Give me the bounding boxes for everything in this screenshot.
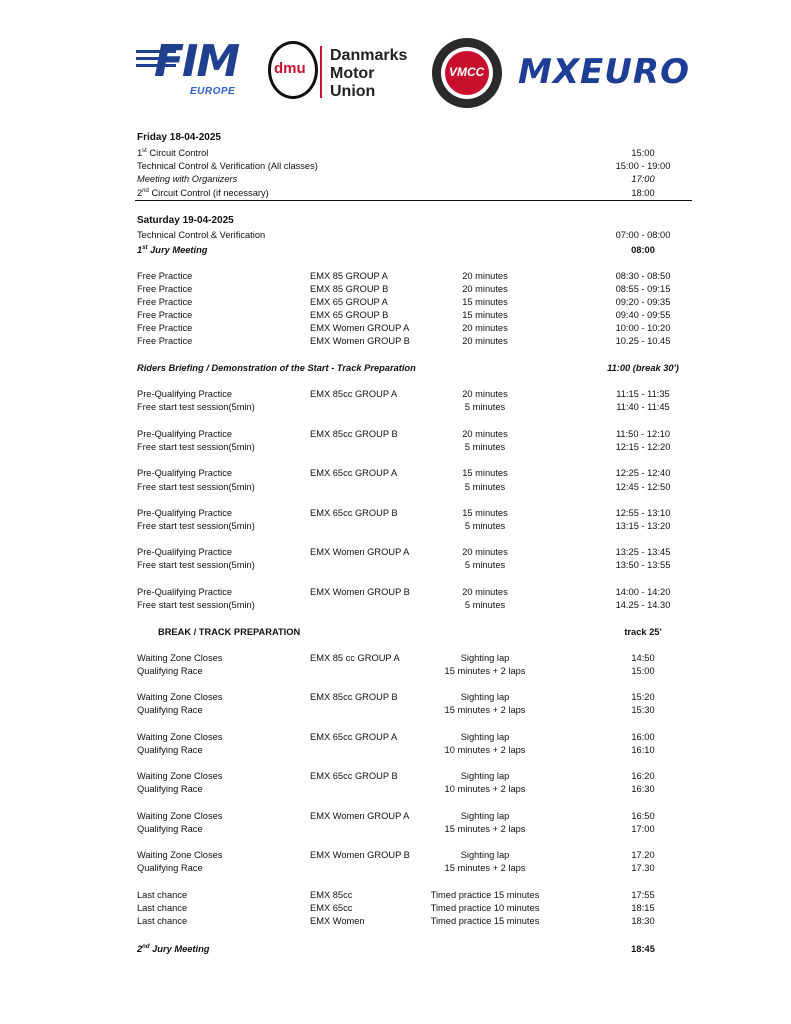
- duration-cell: 15 minutes + 2 laps: [444, 824, 526, 834]
- activity-label: BREAK / TRACK PREPARATION: [158, 627, 301, 637]
- class-cell: EMX 85cc GROUP B: [310, 692, 398, 702]
- schedule-row: [0, 388, 791, 401]
- duration-cell: 20 minutes: [462, 587, 508, 597]
- union-line: Union: [330, 83, 376, 100]
- class-cell: EMX 85cc: [310, 890, 353, 900]
- class-cell: EMX 65cc: [310, 903, 353, 913]
- fim-europe-logo: [136, 36, 254, 100]
- schedule-row: [0, 586, 791, 599]
- activity-label: Pre-Qualifying Practice: [137, 547, 233, 557]
- schedule-row: [0, 902, 791, 915]
- time-cell: 18:30: [631, 916, 655, 926]
- duration-cell: 10 minutes + 2 laps: [444, 784, 526, 794]
- schedule-row: [0, 296, 791, 309]
- time-cell: 15:00: [631, 666, 655, 676]
- activity-label: Waiting Zone Closes: [137, 692, 223, 702]
- activity-label: Waiting Zone Closes: [137, 811, 223, 821]
- schedule-row: [0, 810, 791, 823]
- activity-label: Free start test session(5min): [137, 600, 255, 610]
- class-cell: EMX Women GROUP A: [310, 323, 410, 333]
- saturday-title: Saturday 19-04-2025: [137, 215, 234, 226]
- time-cell: 15:00: [631, 148, 655, 158]
- time-cell: 10:00 - 10:20: [615, 323, 671, 333]
- schedule-row: [0, 691, 791, 704]
- time-cell: 14.25 - 14.30: [615, 600, 671, 610]
- class-cell: EMX 85 GROUP A: [310, 271, 388, 281]
- duration-cell: 15 minutes + 2 laps: [444, 666, 526, 676]
- duration-cell: 5 minutes: [464, 521, 506, 531]
- time-cell: 15:20: [631, 692, 655, 702]
- activity-label: 2nd Circuit Control (if necessary): [137, 188, 269, 198]
- time-cell: 11:15 - 11:35: [616, 389, 670, 399]
- duration-cell: 5 minutes: [464, 402, 506, 412]
- time-cell: 16:20: [631, 771, 655, 781]
- activity-label: Free start test session(5min): [137, 521, 255, 531]
- duration-cell: Sighting lap: [460, 732, 510, 742]
- activity-label: Qualifying Race: [137, 666, 203, 676]
- activity-label: Qualifying Race: [137, 863, 203, 873]
- time-cell: 09:20 - 09:35: [615, 297, 671, 307]
- schedule-row: [0, 244, 791, 257]
- schedule-row: [0, 322, 791, 335]
- activity-label: Free start test session(5min): [137, 402, 255, 412]
- schedule-row: [0, 665, 791, 678]
- duration-cell: 20 minutes: [462, 284, 508, 294]
- time-cell: 17:55: [631, 890, 655, 900]
- class-cell: EMX Women GROUP A: [310, 547, 410, 557]
- duration-cell: 15 minutes + 2 laps: [444, 705, 526, 715]
- time-cell: 16:30: [631, 784, 655, 794]
- schedule-row: [0, 744, 791, 757]
- activity-label: Pre-Qualifying Practice: [137, 429, 233, 439]
- activity-label: Meeting with Organizers: [137, 174, 238, 184]
- duration-cell: 15 minutes: [462, 297, 508, 307]
- schedule-row: [0, 731, 791, 744]
- time-cell: track 25': [624, 627, 662, 637]
- activity-label: Technical Control & Verification (All classes): [137, 161, 318, 171]
- class-cell: EMX 65cc GROUP B: [310, 771, 398, 781]
- duration-cell: Timed practice 10 minutes: [430, 903, 540, 913]
- time-cell: 17.20: [631, 850, 655, 860]
- duration-cell: 5 minutes: [464, 600, 506, 610]
- class-cell: EMX Women GROUP B: [310, 336, 410, 346]
- time-cell: 15:00 - 19:00: [615, 161, 671, 171]
- saturday-heading: [0, 214, 791, 227]
- schedule-row: [0, 428, 791, 441]
- schedule-row: [0, 481, 791, 494]
- duration-cell: Sighting lap: [460, 850, 510, 860]
- activity-label: Free start test session(5min): [137, 442, 255, 452]
- class-cell: EMX 85cc GROUP A: [310, 389, 398, 399]
- time-cell: 12:45 - 12:50: [615, 482, 671, 492]
- schedule-row: [0, 229, 791, 242]
- time-cell: 16:00: [631, 732, 655, 742]
- activity-label: Last chance: [137, 903, 188, 913]
- time-cell: 12:15 - 12:20: [615, 442, 671, 452]
- duration-cell: 15 minutes: [462, 508, 508, 518]
- duration-cell: 5 minutes: [464, 442, 506, 452]
- duration-cell: Timed practice 15 minutes: [430, 890, 540, 900]
- activity-label: Technical Control & Verification: [137, 230, 266, 240]
- duration-cell: Sighting lap: [460, 692, 510, 702]
- schedule-row: [0, 770, 791, 783]
- activity-label: Waiting Zone Closes: [137, 653, 223, 663]
- schedule-row: [0, 704, 791, 717]
- duration-cell: 20 minutes: [462, 389, 508, 399]
- schedule-row: [0, 401, 791, 414]
- activity-label: Free Practice: [137, 297, 193, 307]
- activity-label: Qualifying Race: [137, 745, 203, 755]
- time-cell: 18:45: [631, 944, 655, 954]
- schedule-row: [0, 160, 791, 173]
- time-cell: 13:15 - 13:20: [615, 521, 671, 531]
- activity-label: Waiting Zone Closes: [137, 732, 223, 742]
- time-cell: 13:50 - 13:55: [615, 560, 671, 570]
- class-cell: EMX 85cc GROUP B: [310, 429, 398, 439]
- class-cell: EMX Women: [310, 916, 365, 926]
- activity-label: 1st Jury Meeting: [137, 245, 208, 255]
- duration-cell: 5 minutes: [464, 560, 506, 570]
- time-cell: 17.30: [631, 863, 655, 873]
- activity-label: Last chance: [137, 916, 188, 926]
- time-cell: 11:50 - 12:10: [615, 429, 671, 439]
- duration-cell: Timed practice 15 minutes: [430, 916, 540, 926]
- time-cell: 11:00 (break 30'): [607, 363, 679, 373]
- schedule-row: [0, 283, 791, 296]
- duration-cell: 20 minutes: [462, 323, 508, 333]
- time-cell: 15:30: [631, 705, 655, 715]
- class-cell: EMX 65cc GROUP A: [310, 732, 398, 742]
- section-divider: [135, 200, 692, 201]
- duration-cell: Sighting lap: [460, 771, 510, 781]
- duration-cell: 20 minutes: [462, 271, 508, 281]
- activity-label: Pre-Qualifying Practice: [137, 389, 233, 399]
- logo-divider: [320, 46, 322, 98]
- class-cell: EMX Women GROUP A: [310, 811, 410, 821]
- fim-logo-text: FIM: [154, 36, 239, 87]
- time-cell: 08:55 - 09:15: [615, 284, 671, 294]
- activity-label: Free Practice: [137, 284, 193, 294]
- class-cell: EMX 65 GROUP B: [310, 310, 389, 320]
- schedule-row: [0, 467, 791, 480]
- schedule-row: [0, 889, 791, 902]
- time-cell: 10.25 - 10.45: [615, 336, 671, 346]
- schedule-row: [0, 546, 791, 559]
- time-cell: 08:00: [631, 245, 655, 255]
- class-cell: EMX Women GROUP B: [310, 587, 410, 597]
- time-cell: 14:50: [631, 653, 655, 663]
- schedule-row: [0, 173, 791, 186]
- duration-cell: 20 minutes: [462, 429, 508, 439]
- union-line: Motor: [330, 65, 375, 82]
- schedule-row: [0, 599, 791, 612]
- activity-label: Free Practice: [137, 336, 193, 346]
- class-cell: EMX 85 GROUP B: [310, 284, 389, 294]
- schedule-row: [0, 147, 791, 160]
- activity-label: Free start test session(5min): [137, 482, 255, 492]
- schedule-row: [0, 943, 791, 956]
- schedule-row: [0, 849, 791, 862]
- schedule-row: [0, 270, 791, 283]
- union-line: Danmarks: [330, 47, 408, 64]
- schedule-row: [0, 626, 791, 639]
- duration-cell: 15 minutes + 2 laps: [444, 863, 526, 873]
- schedule-row: [0, 309, 791, 322]
- time-cell: 18:00: [631, 188, 655, 198]
- time-cell: 07:00 - 08:00: [615, 230, 671, 240]
- duration-cell: Sighting lap: [460, 653, 510, 663]
- fim-logo-subtitle: EUROPE: [190, 86, 236, 97]
- activity-label: Qualifying Race: [137, 824, 203, 834]
- activity-label: 2nd Jury Meeting: [137, 944, 210, 954]
- time-cell: 17:00: [631, 824, 655, 834]
- activity-label: Riders Briefing / Demonstration of the Start - Track Preparation: [137, 363, 416, 373]
- activity-label: Free Practice: [137, 310, 193, 320]
- duration-cell: Sighting lap: [460, 811, 510, 821]
- time-cell: 08:30 - 08:50: [615, 271, 671, 281]
- class-cell: EMX 65cc GROUP A: [310, 468, 398, 478]
- schedule-row: [0, 507, 791, 520]
- activity-label: Free start test session(5min): [137, 560, 255, 570]
- vmcc-logo-text: VMCC: [449, 65, 485, 79]
- time-cell: 18:15: [631, 903, 655, 913]
- activity-label: Free Practice: [137, 271, 193, 281]
- time-cell: 16:50: [631, 811, 655, 821]
- schedule-row: [0, 441, 791, 454]
- schedule-row: [0, 335, 791, 348]
- friday-title: Friday 18-04-2025: [137, 132, 221, 143]
- dmu-logo-text: dmu: [274, 60, 306, 77]
- schedule-row: [0, 783, 791, 796]
- activity-label: Free Practice: [137, 323, 193, 333]
- friday-heading: [0, 131, 791, 144]
- class-cell: EMX Women GROUP B: [310, 850, 410, 860]
- duration-cell: 5 minutes: [464, 482, 506, 492]
- schedule-row: [0, 915, 791, 928]
- activity-label: Qualifying Race: [137, 784, 203, 794]
- vmcc-club-logo: [432, 38, 504, 110]
- schedule-row: [0, 559, 791, 572]
- schedule-row: [0, 362, 791, 375]
- dmu-logo: [268, 41, 324, 101]
- time-cell: 17:00: [631, 174, 655, 184]
- activity-label: Waiting Zone Closes: [137, 771, 223, 781]
- class-cell: EMX 65 GROUP A: [310, 297, 388, 307]
- duration-cell: 15 minutes: [462, 310, 508, 320]
- duration-cell: 20 minutes: [462, 336, 508, 346]
- schedule-row: [0, 520, 791, 533]
- time-cell: 14:00 - 14:20: [615, 587, 671, 597]
- activity-label: Pre-Qualifying Practice: [137, 587, 233, 597]
- schedule-row: [0, 823, 791, 836]
- time-cell: 13:25 - 13:45: [615, 547, 671, 557]
- class-cell: EMX 85 cc GROUP A: [310, 653, 400, 663]
- duration-cell: 20 minutes: [462, 547, 508, 557]
- time-cell: 16:10: [631, 745, 655, 755]
- time-cell: 12:55 - 13:10: [615, 508, 671, 518]
- class-cell: EMX 65cc GROUP B: [310, 508, 398, 518]
- activity-label: Waiting Zone Closes: [137, 850, 223, 860]
- danmarks-motor-union-wordmark: [330, 47, 407, 101]
- duration-cell: 15 minutes: [462, 468, 508, 478]
- schedule-row: [0, 187, 791, 200]
- activity-label: Last chance: [137, 890, 188, 900]
- activity-label: 1st Circuit Control: [137, 148, 209, 158]
- time-cell: 09:40 - 09:55: [615, 310, 671, 320]
- activity-label: Qualifying Race: [137, 705, 203, 715]
- sponsor-logos: [0, 38, 791, 106]
- time-cell: 11:40 - 11:45: [616, 402, 670, 412]
- activity-label: Pre-Qualifying Practice: [137, 468, 233, 478]
- duration-cell: 10 minutes + 2 laps: [444, 745, 526, 755]
- activity-label: Pre-Qualifying Practice: [137, 508, 233, 518]
- mxeuro-logo: MXEURO: [518, 52, 690, 92]
- schedule-row: [0, 652, 791, 665]
- schedule-row: [0, 862, 791, 875]
- time-cell: 12:25 - 12:40: [615, 468, 671, 478]
